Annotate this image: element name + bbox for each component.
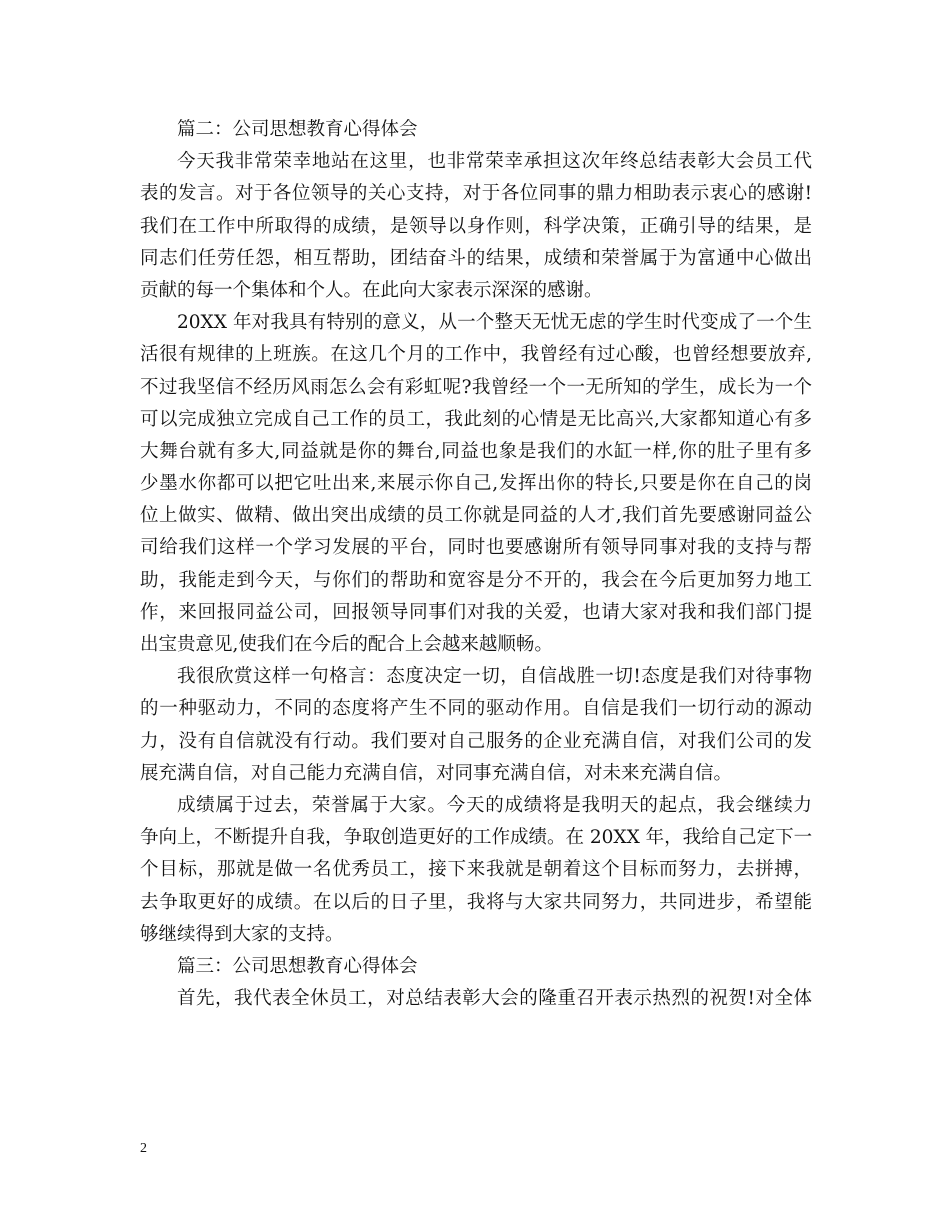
paragraph-line: 活很有规律的上班族。在这几个月的工作中，我曾经有过心酸，也曾经想要放弃, <box>140 344 812 366</box>
paragraph-line: 争向上，不断提升自我，争取创造更好的工作成绩。在 20XX 年，我给自己定下一 <box>140 827 813 849</box>
paragraph-line: 助，我能走到今天，与你们的帮助和宽容是分不开的，我会在今后更加努力地工 <box>140 569 812 591</box>
document-body <box>140 114 812 1015</box>
paragraph-line: 表的发言。对于各位领导的关心支持，对于各位同事的鼎力相助表示衷心的感谢! <box>140 183 812 205</box>
paragraph-line: 出宝贵意见,使我们在今后的配合上会越来越顺畅。 <box>140 634 553 655</box>
paragraph-line: 首先，我代表全休员工，对总结表彰大会的隆重召开表示热烈的祝贺!对全体 <box>177 988 812 1010</box>
paragraph-line: 够继续得到大家的支持。 <box>140 923 344 945</box>
section-heading-2: 篇二：公司思想教育心得体会 <box>177 119 418 140</box>
paragraph-line: 贡献的每一个集体和个人。在此向大家表示深深的感谢。 <box>140 279 603 301</box>
paragraph-line: 我们在工作中所取得的成绩，是领导以身作则，科学决策，正确引导的结果，是 <box>140 215 812 237</box>
paragraph-line: 作，来回报同益公司，回报领导同事们对我的关爱，也请大家对我和我们部门提 <box>140 601 812 623</box>
paragraph-line: 大舞台就有多大,同益就是你的舞台,同益也象是我们的水缸一样,你的肚子里有多 <box>140 440 812 462</box>
paragraph-line: 位上做实、做精、做出突出成绩的员工你就是同益的人才,我们首先要感谢同益公 <box>140 505 812 527</box>
paragraph-line: 今天我非常荣幸地站在这里，也非常荣幸承担这次年终总结表彰大会员工代 <box>177 151 812 173</box>
paragraph-line: 力，没有自信就没有行动。我们要对自己服务的企业充满自信，对我们公司的发 <box>140 730 812 752</box>
paragraph-line: 同志们任劳任怨，相互帮助，团结奋斗的结果，成绩和荣誉属于为富通中心做出 <box>140 247 812 269</box>
section-heading-3: 篇三：公司思想教育心得体会 <box>177 955 418 977</box>
paragraph-line: 不过我坚信不经历风雨怎么会有彩虹呢?我曾经一个一无所知的学生，成长为一个 <box>140 376 812 398</box>
page-number: 2 <box>140 1141 147 1156</box>
paragraph-line: 成绩属于过去，荣誉属于大家。今天的成绩将是我明天的起点，我会继续力 <box>177 794 812 816</box>
paragraph-line: 展充满自信，对自己能力充满自信，对同事充满自信，对未来充满自信。 <box>140 762 733 784</box>
paragraph-line: 可以完成独立完成自己工作的员工，我此刻的心情是无比高兴,大家都知道心有多 <box>140 408 812 430</box>
paragraph-line: 我很欣赏这样一句格言：态度决定一切，自信战胜一切!态度是我们对待事物 <box>177 666 812 688</box>
paragraph-line: 少墨水你都可以把它吐出来,来展示你自己,发挥出你的特长,只要是你在自己的岗 <box>140 473 812 495</box>
paragraph-line: 个目标，那就是做一名优秀员工，接下来我就是朝着这个目标而努力，去拼搏， <box>140 859 812 881</box>
paragraph-line: 的一种驱动力，不同的态度将产生不同的驱动作用。自信是我们一切行动的源动 <box>140 698 812 720</box>
paragraph-line: 司给我们这样一个学习发展的平台，同时也要感谢所有领导同事对我的支持与帮 <box>140 537 812 559</box>
paragraph-line: 20XX 年对我具有特别的意义，从一个整天无忧无虑的学生时代变成了一个生 <box>177 312 812 334</box>
paragraph-line: 去争取更好的成绩。在以后的日子里，我将与大家共同努力，共同进步，希望能 <box>140 891 812 913</box>
